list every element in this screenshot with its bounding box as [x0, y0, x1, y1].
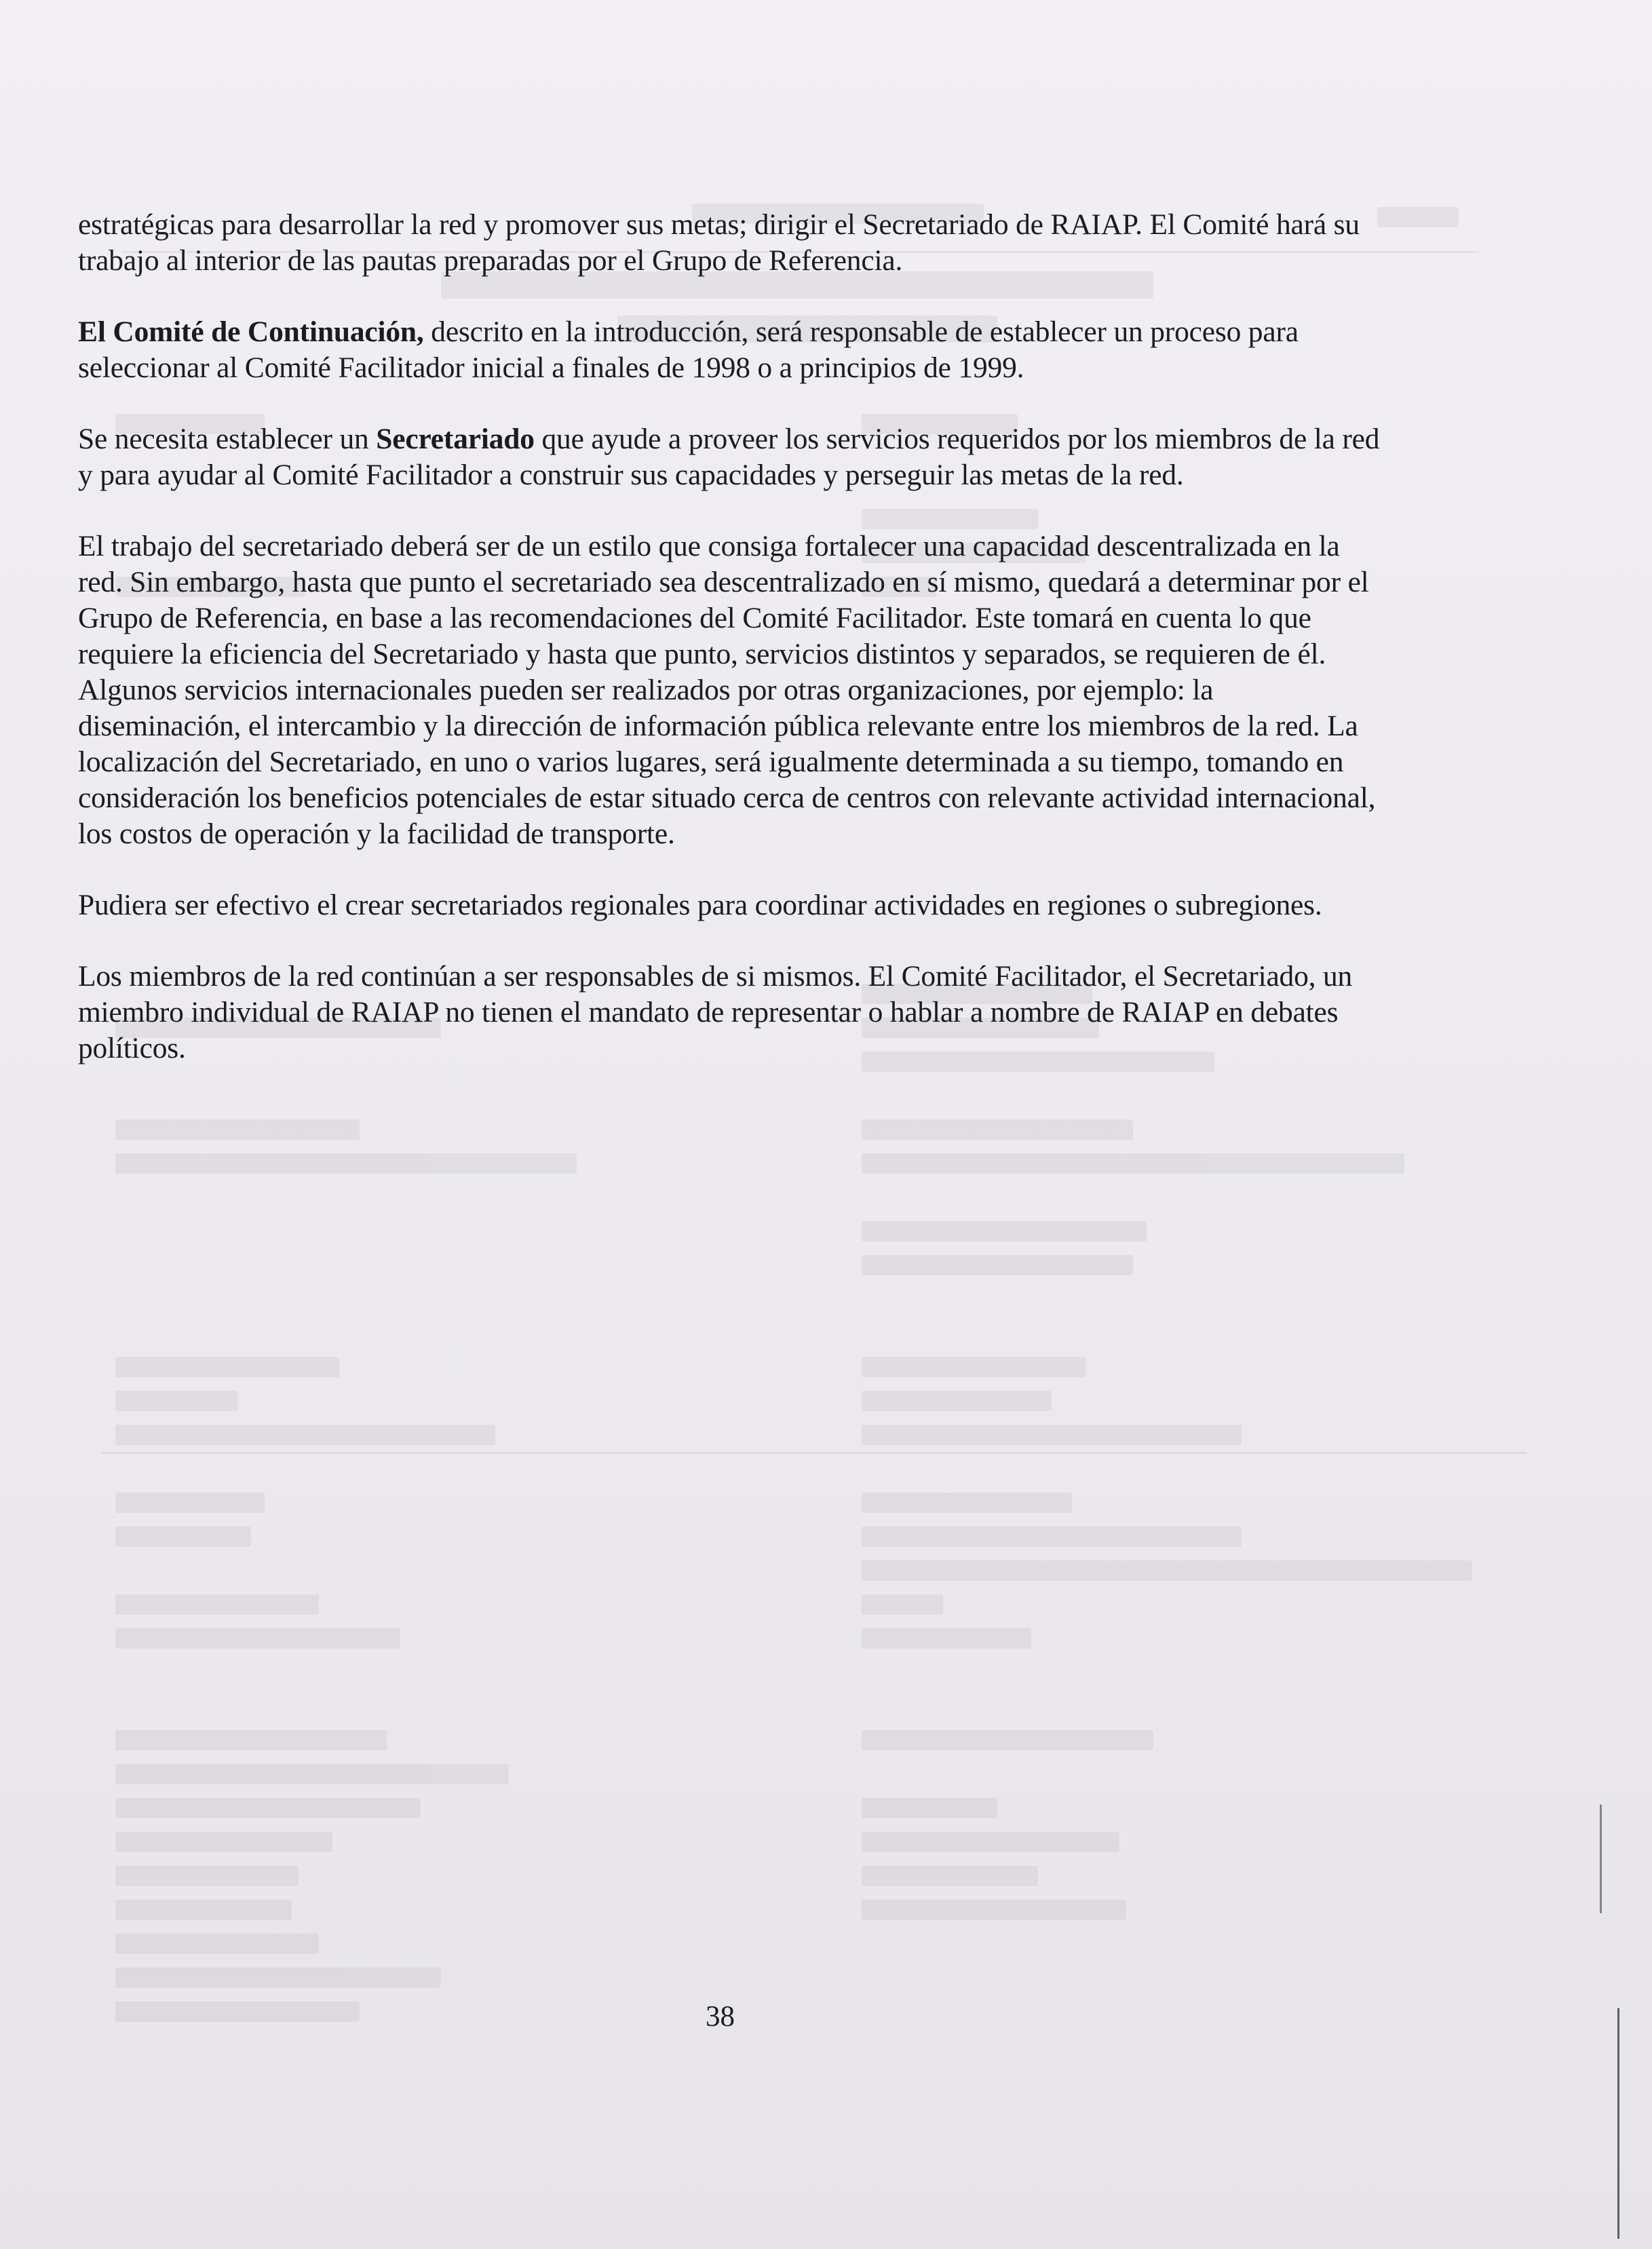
paragraph-member-responsibility — [78, 959, 1381, 1066]
paragraph-text: que ayude a proveer los servicios requeridos por los miembros de la red y para ayudar al Comité Facilitador a construir sus capacidades y perseguir las metas de la red. — [78, 423, 1380, 491]
paragraph-bold-term: Secretariado — [376, 423, 535, 455]
paragraph-continuation-committee — [78, 314, 1381, 386]
scan-edge-mark — [1617, 2008, 1619, 2239]
paragraph-bold-lead: El Comité de Continuación, — [78, 315, 424, 348]
paragraph-text: Pudiera ser efectivo el crear secretariados regionales para coordinar actividades en regiones o subregiones. — [78, 889, 1322, 921]
paragraph-text: Se necesita establecer un — [78, 423, 377, 455]
body-text — [78, 207, 1381, 1102]
paragraph-text: El trabajo del secretariado deberá ser de un estilo que consiga fortalecer una capacidad descentralizada en la red. Sin embargo, hasta que punto el secretariado sea descentralizado en sí mismo, quedará a determinar por el Grupo de Referencia, en base a las recomendaciones del Comité Facilitador. Este tomará en cuenta lo que requiere la eficiencia del Secretariado y hasta que punto, servicios distintos y separados, se requieren de él. Algunos servicios internacionales pueden ser realizados por otras organizaciones, por ejemplo: la diseminación, el intercambio y la dirección de información pública relevante entre los miembros de la red. La localización del Secretariado, en uno o varios lugares, será igualmente determinada a su tiempo, tomando en consideración los beneficios potenciales de estar situado cerca de centros con relevante actividad internacional, los costos de operación y la facilidad de transporte. — [78, 530, 1376, 850]
paragraph-secretariat-work — [78, 528, 1381, 852]
paragraph-text: descrito en la introducción, será responsable de establecer un proceso para seleccionar al Comité Facilitador inicial a finales de 1998 o a principios de 1999. — [78, 315, 1299, 384]
paragraph-secretariat — [78, 421, 1381, 493]
page-number: 38 — [706, 2001, 735, 2033]
paragraph-text: Los miembros de la red continúan a ser responsables de si mismos. El Comité Facilitador, el Secretariado, un miembro individual de RAIAP no tienen el mandato de representar o hablar a nombre de RAIAP en debates políticos. — [78, 960, 1353, 1064]
paragraph-committee-work — [78, 207, 1381, 279]
paragraph-regional-secretariats — [78, 887, 1381, 923]
paragraph-text: estratégicas para desarrollar la red y promover sus metas; dirigir el Secretariado de RAIAP. El Comité hará su trabajo al interior de las pautas preparadas por el Grupo de Referencia. — [78, 208, 1360, 277]
scan-edge-mark — [1600, 1805, 1602, 1913]
